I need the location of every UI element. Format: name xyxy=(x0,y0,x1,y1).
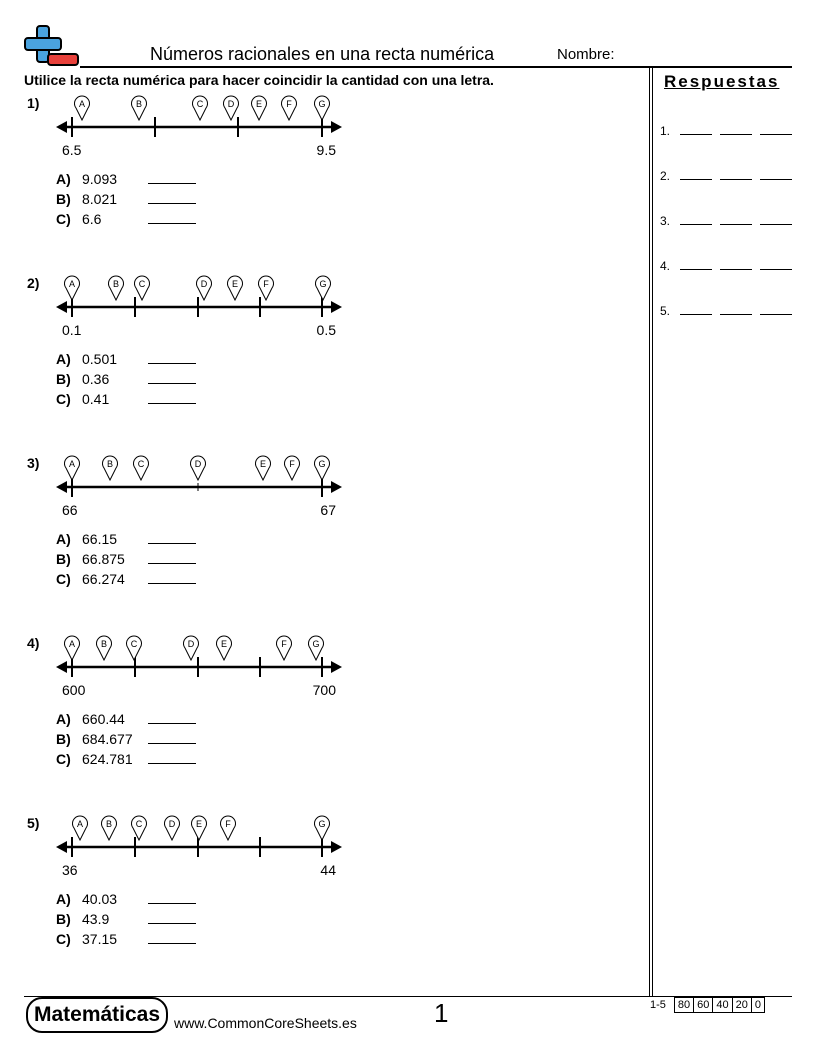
marker-label: D xyxy=(227,99,235,109)
marker-label: F xyxy=(263,279,269,289)
marker-label: G xyxy=(312,639,320,649)
name-label: Nombre: xyxy=(557,46,615,63)
marker-b xyxy=(97,636,112,660)
logo-icon xyxy=(24,24,80,68)
marker-d xyxy=(197,276,212,300)
sub-question-value: 624.781 xyxy=(82,751,133,767)
marker-f xyxy=(221,816,236,840)
sub-question-letter: C) xyxy=(56,571,71,587)
sub-question-letter: B) xyxy=(56,911,71,927)
answer-row-number: 4. xyxy=(660,259,671,273)
answer-blank[interactable] xyxy=(760,304,792,315)
answer-blank[interactable] xyxy=(720,259,752,270)
marker-a xyxy=(65,456,80,480)
marker-label: A xyxy=(68,639,76,649)
sub-question-letter: A) xyxy=(56,351,71,367)
sub-question-letter: B) xyxy=(56,551,71,567)
right-arrow-icon xyxy=(331,661,342,673)
marker-a xyxy=(65,636,80,660)
answer-blank[interactable] xyxy=(680,124,712,135)
end-label: 0.5 xyxy=(316,322,336,338)
sub-question xyxy=(56,369,196,389)
sub-question-value: 43.9 xyxy=(82,911,110,927)
start-label: 600 xyxy=(62,682,86,698)
score-table xyxy=(650,997,764,1013)
marker-label: C xyxy=(196,99,204,109)
answer-blank[interactable] xyxy=(760,124,792,135)
marker-label: E xyxy=(231,279,239,289)
right-arrow-icon xyxy=(331,841,342,853)
sub-question-value: 684.677 xyxy=(82,731,133,747)
sub-question-letter: B) xyxy=(56,731,71,747)
answer-row xyxy=(660,169,792,183)
marker-a xyxy=(75,96,90,120)
problem-number: 1) xyxy=(27,95,40,111)
marker-label: B xyxy=(105,819,113,829)
right-arrow-icon xyxy=(331,301,342,313)
marker-label: F xyxy=(225,819,231,829)
answer-blank[interactable] xyxy=(148,531,196,544)
answer-row xyxy=(660,259,792,273)
answer-blank[interactable] xyxy=(760,259,792,270)
marker-b xyxy=(132,96,147,120)
answer-blank[interactable] xyxy=(148,711,196,724)
sub-question-letter: A) xyxy=(56,171,71,187)
answer-blank[interactable] xyxy=(148,351,196,364)
answer-blank[interactable] xyxy=(148,211,196,224)
answer-row xyxy=(660,214,792,228)
sub-question-letter: A) xyxy=(56,531,71,547)
problem-number: 3) xyxy=(27,455,40,471)
marker-f xyxy=(285,456,300,480)
sub-question-letter: C) xyxy=(56,751,71,767)
sub-question-value: 9.093 xyxy=(82,171,118,187)
start-label: 66 xyxy=(62,502,78,518)
answer-blank[interactable] xyxy=(720,214,752,225)
marker-g xyxy=(315,456,330,480)
sub-question-letter: C) xyxy=(56,391,71,407)
marker-f xyxy=(277,636,292,660)
marker-label: E xyxy=(220,639,228,649)
marker-label: F xyxy=(289,459,295,469)
score-box: 80 xyxy=(674,997,694,1013)
marker-label: A xyxy=(68,459,76,469)
answer-blank[interactable] xyxy=(720,169,752,180)
marker-label: E xyxy=(259,459,267,469)
marker-label: F xyxy=(286,99,292,109)
end-label: 700 xyxy=(312,682,336,698)
sub-question-value: 66.875 xyxy=(82,551,125,567)
marker-label: B xyxy=(112,279,120,289)
sub-question xyxy=(56,569,196,589)
answer-blank[interactable] xyxy=(680,169,712,180)
answer-blank[interactable] xyxy=(720,124,752,135)
answer-blank[interactable] xyxy=(720,304,752,315)
left-arrow-icon xyxy=(56,481,67,493)
marker-c xyxy=(135,276,150,300)
answer-blank[interactable] xyxy=(680,304,712,315)
marker-b xyxy=(103,456,118,480)
sub-question-value: 660.44 xyxy=(82,711,125,727)
start-label: 0.1 xyxy=(62,322,82,338)
sub-question-value: 66.274 xyxy=(82,571,125,587)
end-label: 9.5 xyxy=(316,142,336,158)
sub-question-value: 66.15 xyxy=(82,531,118,547)
header-rule xyxy=(80,66,792,68)
marker-label: E xyxy=(195,819,203,829)
marker-label: D xyxy=(168,819,176,829)
sub-question xyxy=(56,549,196,569)
sub-question xyxy=(56,709,196,729)
sub-question xyxy=(56,349,196,369)
marker-label: D xyxy=(200,279,208,289)
marker-label: C xyxy=(138,279,146,289)
marker-label: B xyxy=(135,99,143,109)
marker-e xyxy=(217,636,232,660)
answer-blank[interactable] xyxy=(148,891,196,904)
sub-question xyxy=(56,729,196,749)
sub-question-letter: A) xyxy=(56,891,71,907)
sub-question-value: 0.36 xyxy=(82,371,110,387)
marker-label: C xyxy=(130,639,138,649)
marker-e xyxy=(192,816,207,840)
answer-blank[interactable] xyxy=(760,214,792,225)
sub-question-letter: B) xyxy=(56,191,71,207)
answer-blank[interactable] xyxy=(148,911,196,924)
answer-blank[interactable] xyxy=(148,751,196,764)
marker-label: F xyxy=(281,639,287,649)
left-arrow-icon xyxy=(56,661,67,673)
sub-question xyxy=(56,209,196,229)
sub-question-letter: B) xyxy=(56,371,71,387)
answer-row xyxy=(660,124,792,138)
right-arrow-icon xyxy=(331,481,342,493)
answer-blank[interactable] xyxy=(148,571,196,584)
answer-blank[interactable] xyxy=(148,371,196,384)
page-number: 1 xyxy=(434,998,449,1028)
score-box: 60 xyxy=(693,997,713,1013)
marker-label: A xyxy=(68,279,76,289)
score-box: 20 xyxy=(732,997,752,1013)
marker-e xyxy=(228,276,243,300)
sub-question-letter: A) xyxy=(56,711,71,727)
answer-blank[interactable] xyxy=(148,191,196,204)
marker-label: B xyxy=(100,639,108,649)
sub-question-letter: C) xyxy=(56,211,71,227)
sub-question-value: 8.021 xyxy=(82,191,118,207)
answer-row-number: 1. xyxy=(660,124,671,138)
sub-question xyxy=(56,749,196,769)
answer-blank[interactable] xyxy=(148,931,196,944)
marker-c xyxy=(193,96,208,120)
marker-d xyxy=(165,816,180,840)
marker-d xyxy=(184,636,199,660)
answer-divider xyxy=(649,68,650,996)
start-label: 36 xyxy=(62,862,78,878)
sub-question-value: 40.03 xyxy=(82,891,118,907)
marker-g xyxy=(315,816,330,840)
answer-row-number: 2. xyxy=(660,169,671,183)
sub-question xyxy=(56,189,196,209)
sub-question xyxy=(56,889,196,909)
sub-question xyxy=(56,909,196,929)
marker-d xyxy=(224,96,239,120)
problem-number: 5) xyxy=(27,815,40,831)
site-url[interactable]: www.CommonCoreSheets.es xyxy=(174,1015,357,1031)
marker-label: A xyxy=(78,99,86,109)
answer-blank[interactable] xyxy=(148,171,196,184)
marker-a xyxy=(65,276,80,300)
answer-row-number: 5. xyxy=(660,304,671,318)
answer-blank[interactable] xyxy=(760,169,792,180)
sub-question-value: 0.501 xyxy=(82,351,118,367)
end-label: 67 xyxy=(320,502,336,518)
sub-question xyxy=(56,929,196,949)
answer-blank[interactable] xyxy=(148,551,196,564)
marker-a xyxy=(73,816,88,840)
page-title: Números racionales en una recta numérica xyxy=(150,44,495,64)
marker-label: C xyxy=(137,459,145,469)
marker-b xyxy=(109,276,124,300)
score-range: 1-5 xyxy=(650,999,666,1011)
start-label: 6.5 xyxy=(62,142,82,158)
marker-label: B xyxy=(106,459,114,469)
sub-question-letter: C) xyxy=(56,931,71,947)
marker-f xyxy=(259,276,274,300)
marker-c xyxy=(134,456,149,480)
marker-c xyxy=(127,636,142,660)
sub-question-value: 6.6 xyxy=(82,211,102,227)
answer-row xyxy=(660,304,792,318)
marker-label: G xyxy=(318,819,326,829)
right-arrow-icon xyxy=(331,121,342,133)
end-label: 44 xyxy=(320,862,336,878)
marker-g xyxy=(309,636,324,660)
marker-g xyxy=(315,96,330,120)
answer-blank[interactable] xyxy=(680,259,712,270)
left-arrow-icon xyxy=(56,841,67,853)
sub-question xyxy=(56,169,196,189)
marker-g xyxy=(316,276,331,300)
sub-question xyxy=(56,389,196,409)
sub-question xyxy=(56,529,196,549)
marker-b xyxy=(102,816,117,840)
score-box: 0 xyxy=(751,997,765,1013)
sub-question-value: 0.41 xyxy=(82,391,110,407)
marker-e xyxy=(256,456,271,480)
marker-f xyxy=(282,96,297,120)
answers-title: Respuestas xyxy=(664,72,780,91)
marker-label: C xyxy=(135,819,143,829)
marker-e xyxy=(252,96,267,120)
marker-label: D xyxy=(187,639,195,649)
answer-blank[interactable] xyxy=(148,391,196,404)
marker-label: G xyxy=(318,459,326,469)
marker-label: G xyxy=(318,99,326,109)
marker-label: A xyxy=(76,819,84,829)
answer-divider-inner xyxy=(652,68,653,996)
score-box: 40 xyxy=(712,997,732,1013)
answer-row-number: 3. xyxy=(660,214,671,228)
answer-blank[interactable] xyxy=(148,731,196,744)
problem-number: 4) xyxy=(27,635,40,651)
problem-number: 2) xyxy=(27,275,40,291)
marker-label: D xyxy=(194,459,202,469)
marker-label: E xyxy=(255,99,263,109)
subject-badge: Matemáticas xyxy=(26,997,168,1033)
left-arrow-icon xyxy=(56,121,67,133)
instructions: Utilice la recta numérica para hacer coincidir la cantidad con una letra. xyxy=(24,72,494,88)
answer-blank[interactable] xyxy=(680,214,712,225)
marker-c xyxy=(132,816,147,840)
marker-label: G xyxy=(319,279,327,289)
sub-question-value: 37.15 xyxy=(82,931,118,947)
marker-d xyxy=(191,456,206,480)
left-arrow-icon xyxy=(56,301,67,313)
